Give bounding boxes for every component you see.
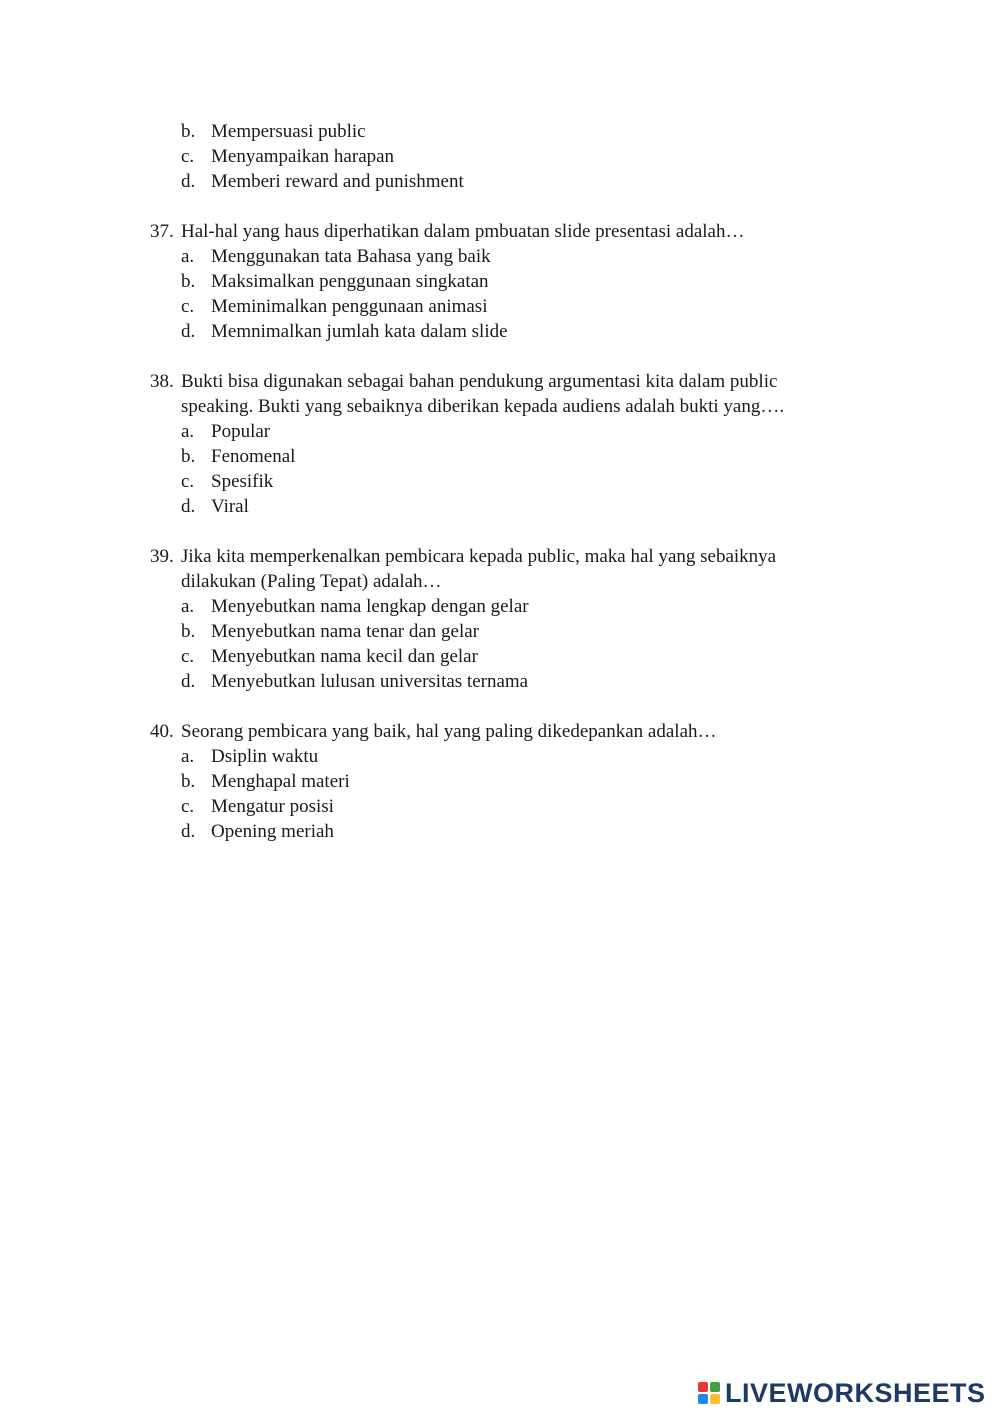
question-text: Hal-hal yang haus diperhatikan dalam pmbuatan slide presentasi adalah…: [181, 221, 745, 242]
option-letter: b.: [181, 771, 196, 792]
option-letter: a.: [181, 596, 195, 617]
option: [150, 119, 850, 144]
option-letter: b.: [181, 121, 196, 142]
option: [150, 469, 850, 494]
option-text: Viral: [211, 496, 249, 517]
option-letter: d.: [181, 496, 196, 517]
option-letter: d.: [181, 671, 196, 692]
option-letter: d.: [181, 821, 196, 842]
option-letter: c.: [181, 296, 195, 317]
option-text: Opening meriah: [211, 821, 334, 842]
option-text: Menyampaikan harapan: [211, 146, 395, 167]
question-stem: [150, 369, 850, 419]
logo-square-yellow: [710, 1394, 720, 1404]
question-text: Jika kita memperkenalkan pembicara kepada public, maka hal yang sebaiknya dilakukan (Paling Tepat) adalah…: [181, 546, 777, 592]
question-number: 37.: [150, 221, 174, 242]
option-letter: c.: [181, 471, 195, 492]
option-text: Menyebutkan nama tenar dan gelar: [211, 621, 479, 642]
option-letter: a.: [181, 746, 195, 767]
option-text: Mengatur posisi: [211, 796, 334, 817]
option-letter: a.: [181, 246, 195, 267]
option-text: Dsiplin waktu: [211, 746, 319, 767]
option-text: Menyebutkan nama kecil dan gelar: [211, 646, 478, 667]
option-text: Menyebutkan lulusan universitas ternama: [211, 671, 529, 692]
option-text: Memberi reward and punishment: [211, 171, 464, 192]
question-number: 39.: [150, 546, 174, 567]
option-letter: a.: [181, 421, 195, 442]
option: [150, 744, 850, 769]
option-text: Mempersuasi public: [211, 121, 366, 142]
option-text: Menghapal materi: [211, 771, 350, 792]
option: [150, 494, 850, 519]
liveworksheets-watermark: [698, 1378, 986, 1408]
option: [150, 144, 850, 169]
option-text: Meminimalkan penggunaan animasi: [211, 296, 488, 317]
option-text: Memnimalkan jumlah kata dalam slide: [211, 321, 508, 342]
option: [150, 794, 850, 819]
option: [150, 294, 850, 319]
option-letter: b.: [181, 271, 196, 292]
option-text: Fenomenal: [211, 446, 296, 467]
option: [150, 419, 850, 444]
brand-name: LIVEWORKSHEETS: [725, 1377, 986, 1408]
question-37: [150, 219, 850, 344]
logo-square-green: [710, 1382, 720, 1392]
option-letter: b.: [181, 621, 196, 642]
question-36-continued: [150, 119, 850, 194]
question-40: [150, 719, 850, 844]
option-letter: b.: [181, 446, 196, 467]
option: [150, 669, 850, 694]
logo-square-blue: [698, 1394, 708, 1404]
question-stem: [150, 719, 850, 744]
option: [150, 169, 850, 194]
option-text: Spesifik: [211, 471, 274, 492]
option-letter: c.: [181, 796, 195, 817]
option: [150, 594, 850, 619]
option-letter: c.: [181, 646, 195, 667]
question-39: [150, 544, 850, 694]
question-38: [150, 369, 850, 519]
option-text: Menggunakan tata Bahasa yang baik: [211, 246, 491, 267]
question-stem: [150, 544, 850, 594]
option-text: Popular: [211, 421, 271, 442]
option: [150, 769, 850, 794]
question-stem: [150, 219, 850, 244]
question-number: 40.: [150, 721, 174, 742]
option-letter: c.: [181, 146, 195, 167]
option: [150, 644, 850, 669]
question-text: Seorang pembicara yang baik, hal yang paling dikedepankan adalah…: [181, 721, 717, 742]
question-text: Bukti bisa digunakan sebagai bahan pendukung argumentasi kita dalam public speaking. Bukti yang sebaiknya diberikan kepada audiens adalah bukti yang….: [181, 371, 785, 417]
option-text: Menyebutkan nama lengkap dengan gelar: [211, 596, 529, 617]
liveworksheets-logo-icon: [698, 1382, 720, 1404]
option: [150, 244, 850, 269]
option: [150, 819, 850, 844]
option: [150, 269, 850, 294]
question-number: 38.: [150, 371, 174, 392]
option: [150, 319, 850, 344]
option: [150, 444, 850, 469]
option-letter: d.: [181, 321, 196, 342]
option-text: Maksimalkan penggunaan singkatan: [211, 271, 489, 292]
logo-square-red: [698, 1382, 708, 1392]
option-letter: d.: [181, 171, 196, 192]
option: [150, 619, 850, 644]
